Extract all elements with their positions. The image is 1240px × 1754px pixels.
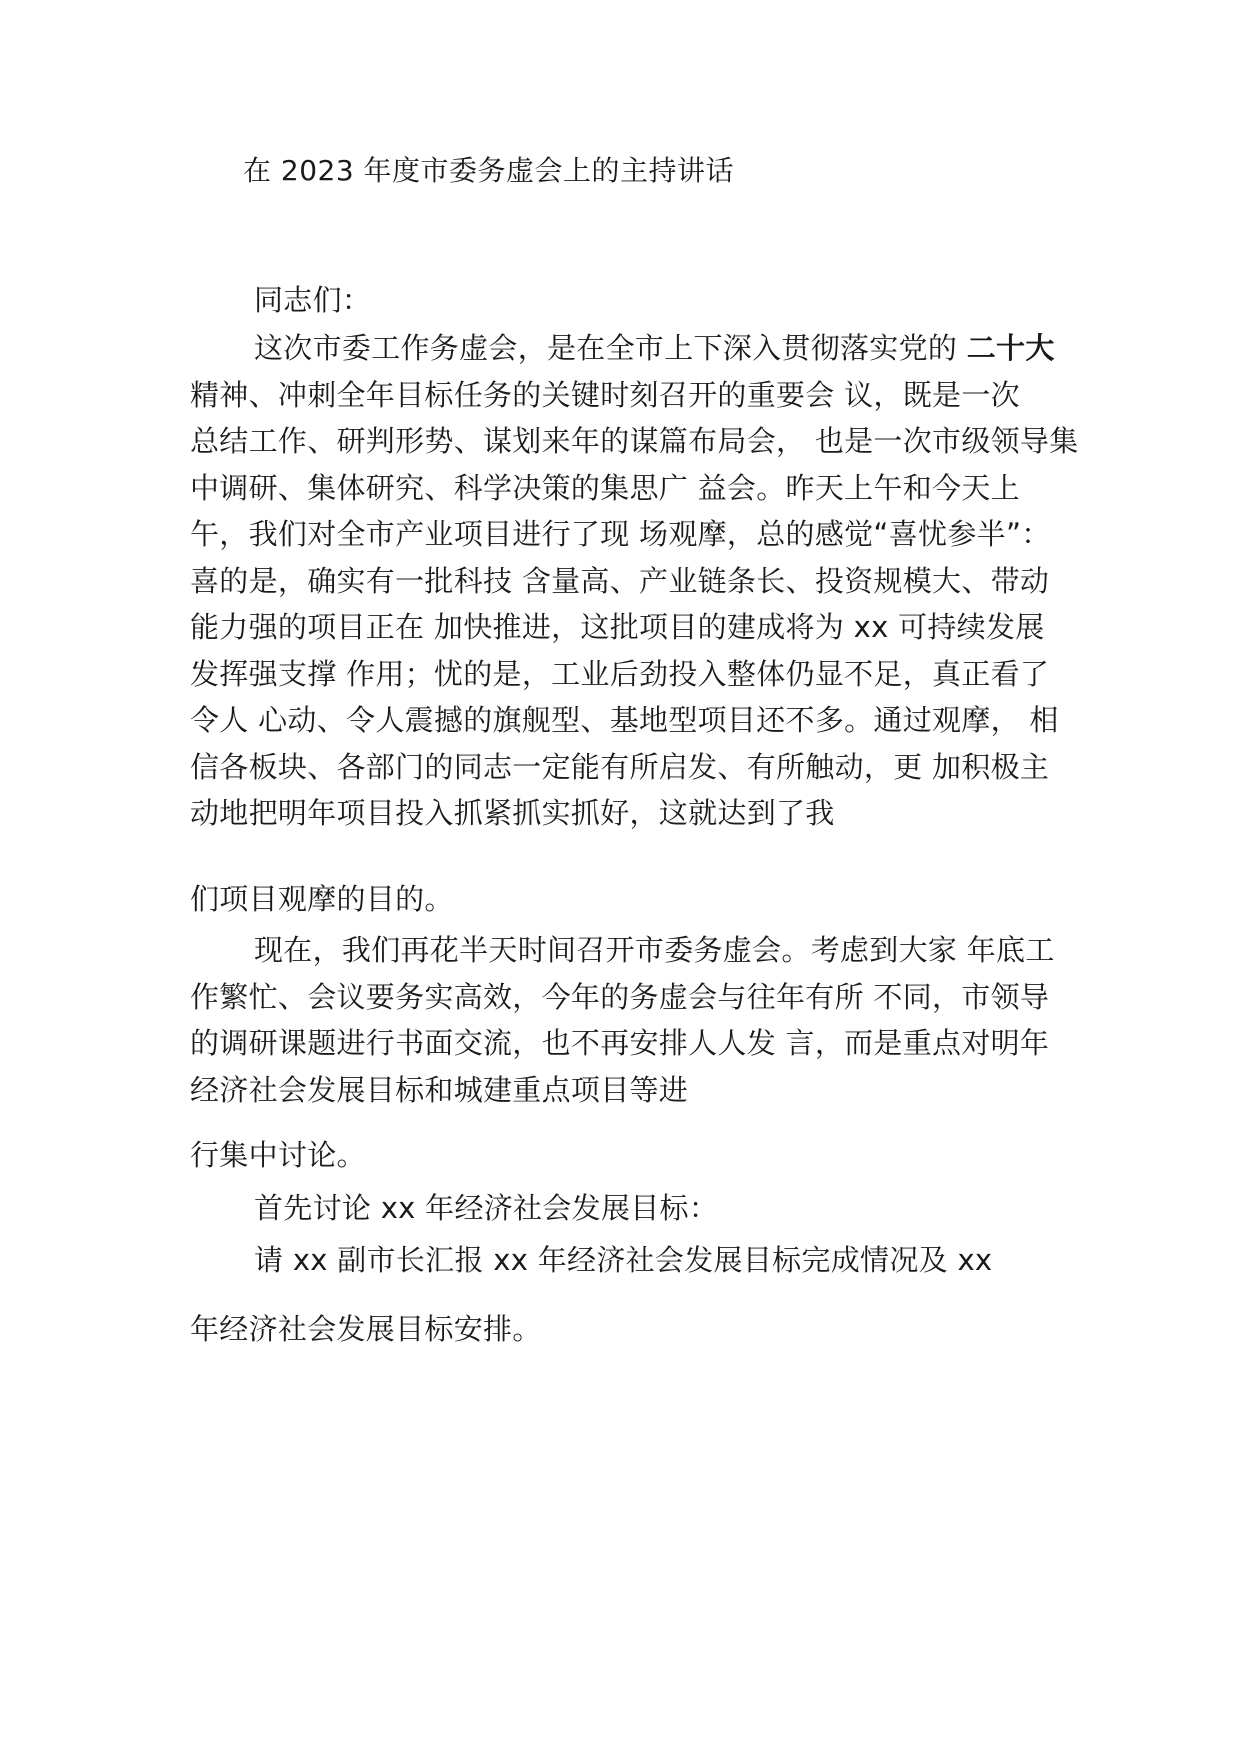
paragraph-line: 动地把明年项目投入抓紧抓实抓好，这就达到了我 — [190, 796, 835, 830]
emphasis-text: 二十大 — [966, 331, 1055, 365]
paragraph-line: 首先讨论 xx 年经济社会发展目标： — [254, 1191, 719, 1225]
paragraph-line: 行集中讨论。 — [190, 1138, 366, 1172]
paragraph-line: 总结工作、研判形势、谋划来年的谋篇布局会， 也是一次市级领导集 — [190, 424, 1079, 458]
paragraph-line: 的调研课题进行书面交流，也不再安排人人发 言，而是重点对明年 — [190, 1026, 1050, 1060]
salutation — [190, 277, 1050, 324]
paragraph-line: 发挥强支撑 作用；忧的是，工业后劲投入整体仍显不足，真正看了 — [190, 656, 1050, 691]
paragraph-line: 中调研、集体研究、科学决策的集思广 益会。昨天上午和今天上 — [190, 470, 1020, 505]
paragraph-line: 请 xx 副市长汇报 xx 年经济社会发展目标完成情况及 xx — [254, 1243, 993, 1277]
paragraph-2 — [190, 927, 1055, 1113]
paragraph-line: 这次市委工作务虚会，是在全市上下深入贯彻落实党的 二十大 — [254, 331, 1055, 365]
salutation-text: 同志们： — [254, 283, 372, 317]
paragraph-4 — [190, 1237, 1050, 1284]
paragraph-line: 午，我们对全市产业项目进行了现 场观摩，总的感觉“喜忧参半”： — [190, 517, 1051, 551]
paragraph-line: 喜的是，确实有一批科技 含量高、产业链条长、投资规模大、带动 — [190, 563, 1050, 598]
paragraph-1 — [190, 325, 1079, 837]
paragraph-line: 们项目观摩的目的。 — [190, 882, 454, 916]
document-title: 在 2023 年度市委务虚会上的主持讲话 — [243, 154, 735, 187]
paragraph-3 — [190, 1185, 1050, 1232]
paragraph-line: 信各板块、各部门的同志一定能有所启发、有所触动，更 加积极主 — [190, 749, 1050, 784]
paragraph-line: 作繁忙、会议要务实高效，今年的务虚会与往年有所 不同，市领导 — [190, 979, 1050, 1014]
paragraph-line: 精神、冲刺全年目标任务的关键时刻召开的重要会 议，既是一次 — [190, 377, 1020, 412]
paragraph-line: 现在，我们再花半天时间召开市委务虚会。考虑到大家 年底工 — [254, 933, 1055, 967]
paragraph-2-continuation — [190, 1132, 1050, 1179]
paragraph-line: 经济社会发展目标和城建重点项目等进 — [190, 1072, 689, 1107]
paragraph-1-continuation — [190, 876, 1050, 923]
paragraph-line: 令人 心动、令人震撼的旗舰型、基地型项目还不多。通过观摩， 相 — [190, 703, 1059, 737]
paragraph-line: 年经济社会发展目标安排。 — [190, 1312, 542, 1346]
paragraph-line: 能力强的项目正在 加快推进，这批项目的建成将为 xx 可持续发展 — [190, 610, 1045, 644]
paragraph-4-continuation — [190, 1306, 1050, 1353]
